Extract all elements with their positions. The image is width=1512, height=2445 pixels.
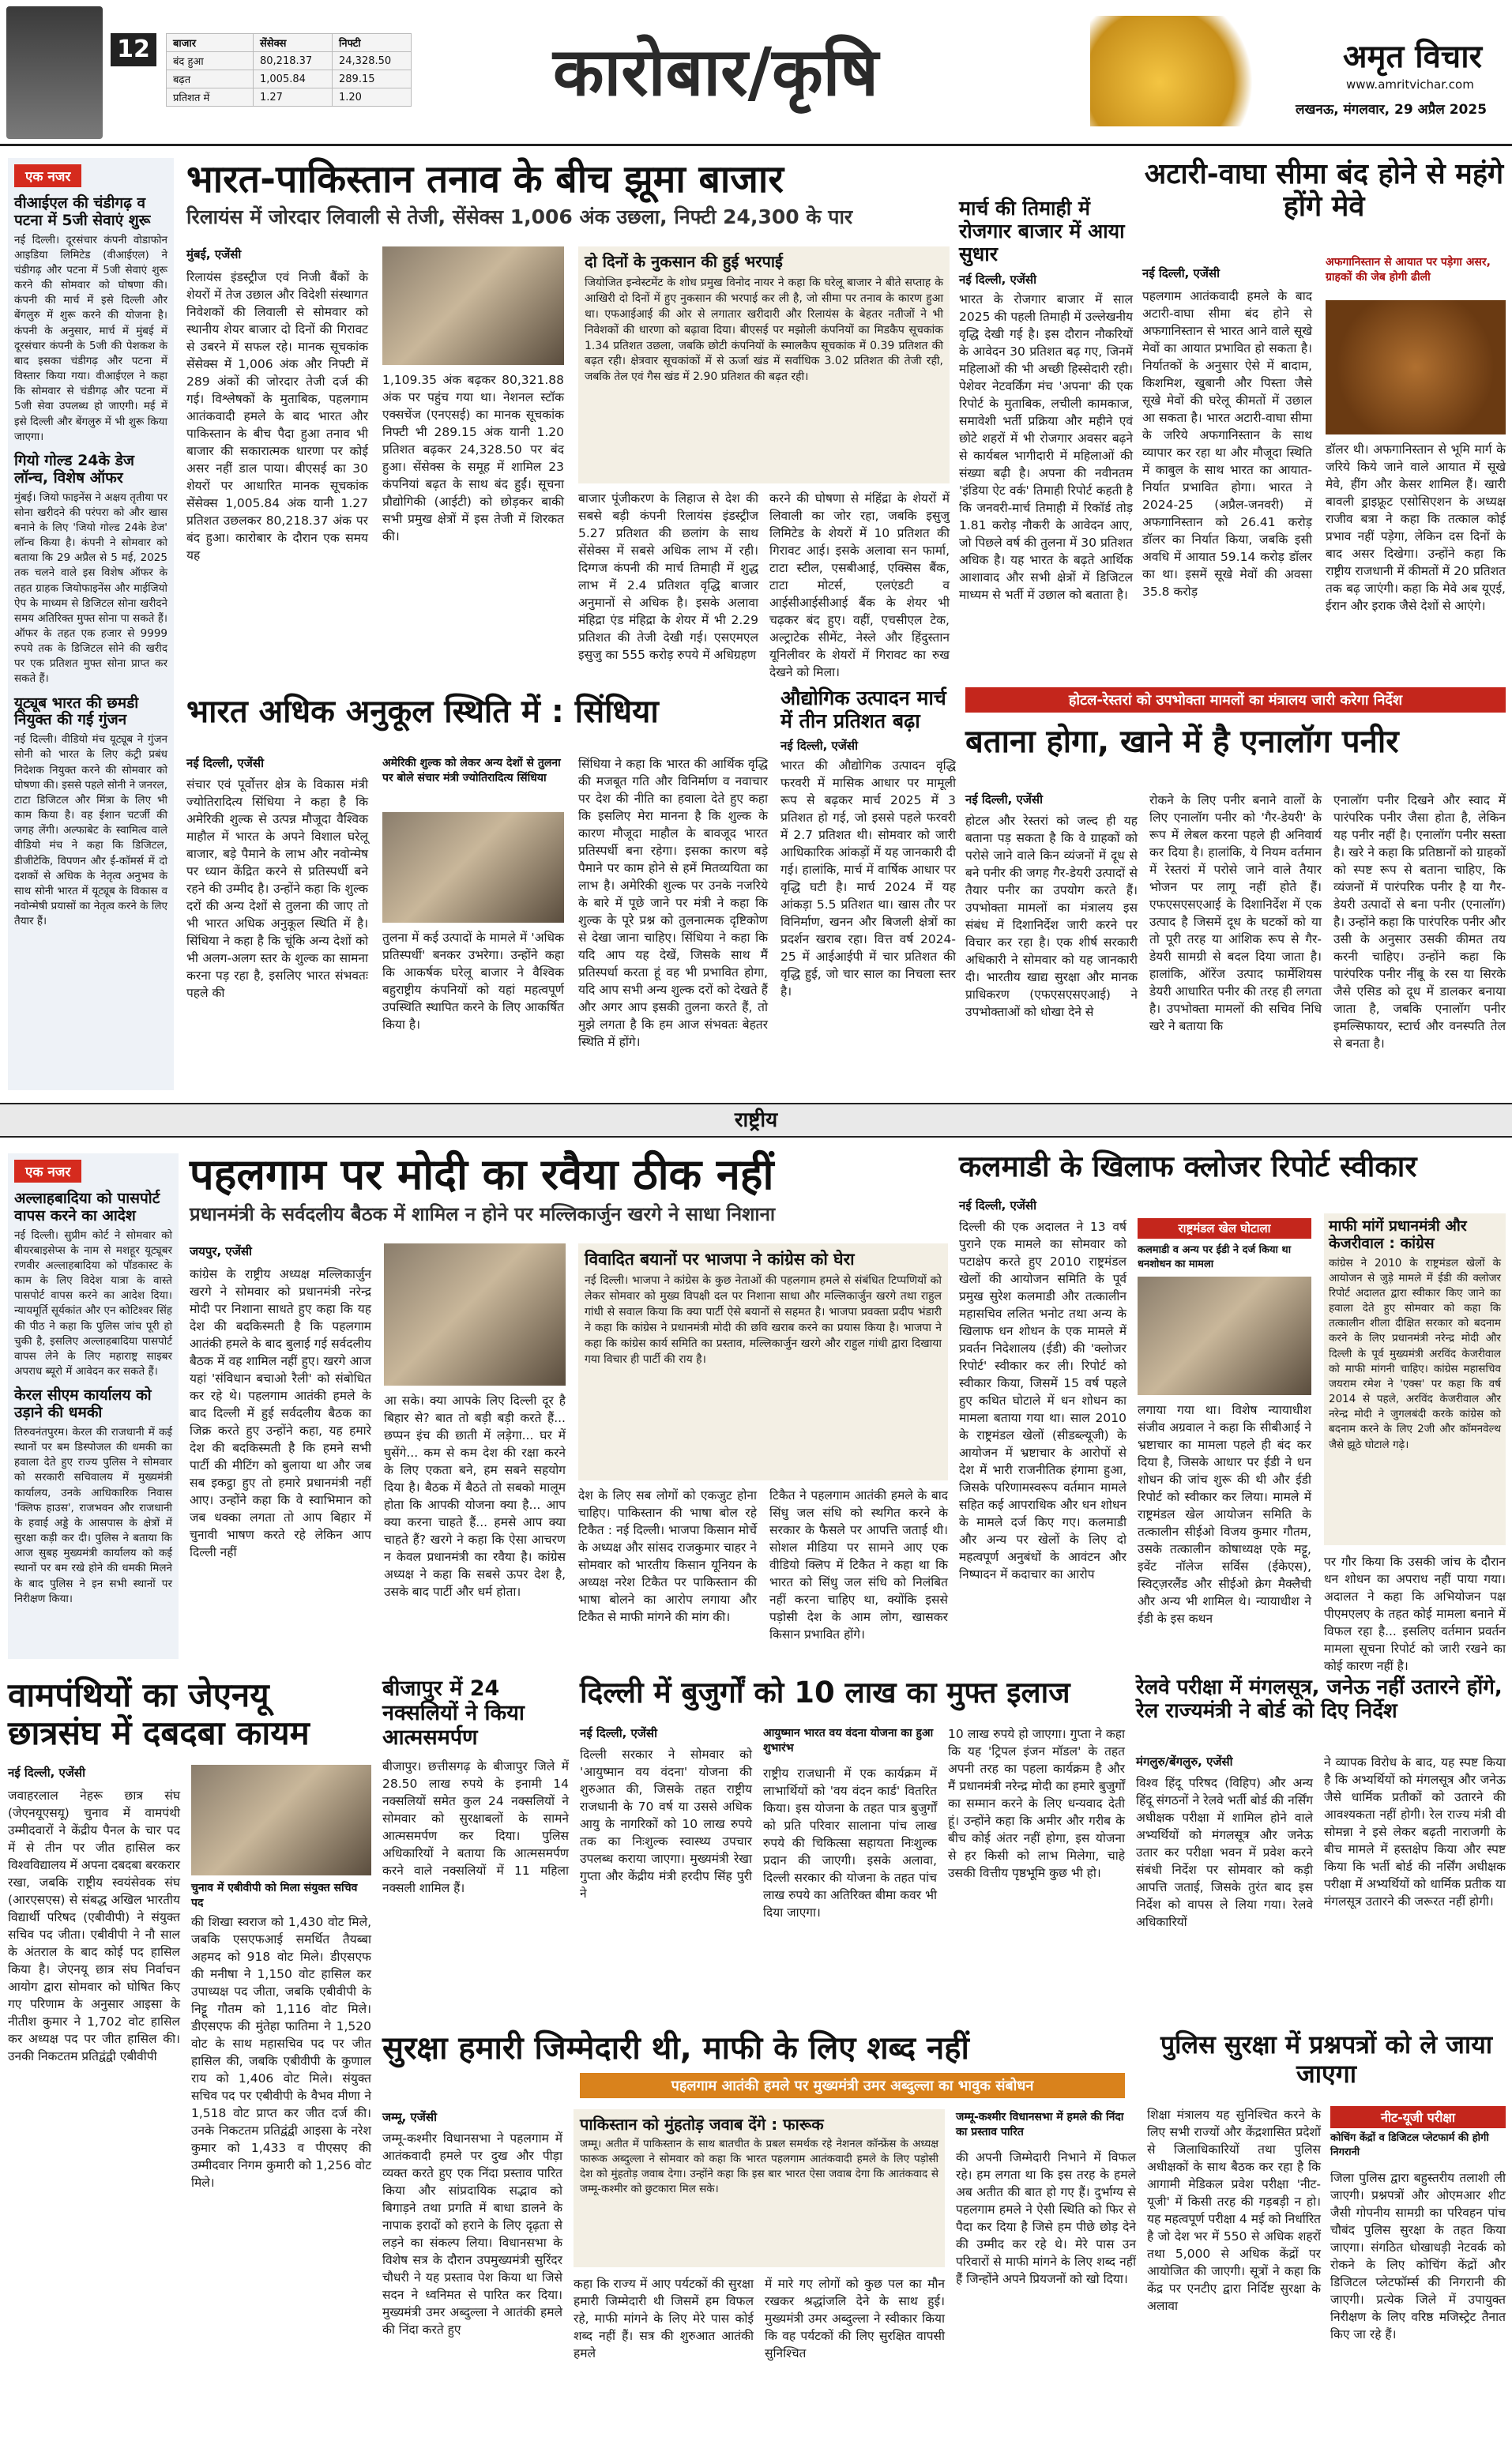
paper-url: www.amritvichar.com — [1346, 77, 1474, 92]
brief-body: नई दिल्ली। दूरसंचार कंपनी वोडाफोन आइडिया लिमिटेड (वीआईएल) ने चंडीगढ़ और पटना में 5जी सेवाएं शुरू करने की सोमवार को घोषणा की। कंपनी की मार्च में इसे दिल्ली और बेंगलुरु में शुरू करने की योजना है। कंपनी के अनुसार, मार्च में मुंबई में दूरसंचार कंपनी के 5जी की पेशकश के बाद इसका चंडीगढ़ और पटना में विस्तार किया गया। वीआईएल ने कहा कि सोमवार से चंडीगढ़ और पटना में 5जी सेवा उपलब्ध हो जाएगी। मई में इसे दिल्ली और बेंगलुरु में भी शुरू किया जाएगा। — [14, 233, 167, 443]
neet-story — [1147, 2030, 1506, 2437]
lead-headline: भारत-पाकिस्तान तनाव के बीच झूमा बाजार — [186, 157, 784, 201]
paneer-byline: नई दिल्ली, एजेंसी — [965, 792, 1043, 807]
kharge-col-2: आ सके। क्या आपके लिए दिल्ली दूर है बिहार से? बात तो बड़ी बड़ी करते हैं... छप्पन इंच की छाती में लड़ेगा... घर में घुसेंगे... कम से कम देश की रक्षा करने के लिए एकता बने, हम सबने सहयोग दिया है। बैठक में बैठते तो सबको मालूम होता कि आपकी योजना क्या है... आप क्या करना चाहते हैं... हमसे आप क्या चाहते हैं? खरगे ने कहा कि ऐसा आचरण न केवल प्रधानमंत्री का रवैया है। कांग्रेस अध्यक्ष ने कहा कि सबसे ऊपर देश है, उसके बाद पार्टी और धर्म होता। — [384, 1394, 566, 1599]
nat-brief-item — [14, 1387, 172, 1607]
brief-headline: यूट्यूब भारत की छमडी नियुक्त की गई गुंजन — [14, 694, 139, 729]
elderly-col-1: दिल्ली सरकार ने सोमवार को 'आयुष्मान वय वंदना' योजना की शुरुआत की, जिसके तहत राष्ट्रीय राजधानी के 70 वर्ष या उससे अधिक आयु के नागरिकों को 10 लाख रुपये तक का निःशुल्क स्वास्थ्य उपचार उपलब्ध कराया जाएगा। मुख्यमंत्री रेखा गुप्ता और केंद्रीय मंत्री हरदीप सिंह पुरी ने — [580, 1747, 752, 1901]
brief-item — [14, 453, 167, 687]
market-cell: 289.15 — [333, 70, 412, 88]
farooq-box-title: पाकिस्तान को मुंहतोड़ जवाब देंगे : फारूक — [580, 2115, 824, 2134]
section-title: कारोबार/कृषि — [553, 32, 878, 111]
iip-story — [780, 687, 956, 1082]
kharge-story — [190, 1150, 948, 1664]
bull-emblem — [6, 6, 103, 139]
congress-sidebox — [1324, 1213, 1506, 1545]
neet-tag: नीट-यूजी परीक्षा — [1330, 2106, 1506, 2128]
kalmadi-col-1: दिल्ली की एक अदालत ने 13 वर्ष पुराने एक मामले का सोमवार को पटाक्षेप करते हुए 2010 राष्ट्रमंडल खेलों की आयोजन समिति के पूर्व प्रमुख सुरेश कलमाडी और तत्कालीन महासचिव ललित भनोट तथा अन्य के खिलाफ धन शोधन के एक मामले में प्रवर्तन निदेशालय (ईडी) की 'क्लोजर रिपोर्ट' स्वीकार कर ली। रिपोर्ट को स्वीकार किया, जिसमें 15 वर्ष पहले हुए कथित घोटाले में धन शोधन का मामला बताया गया था। साल 2010 के राष्ट्रमंडल खेलों (सीडब्ल्यूजी) के आयोजन में भ्रष्टाचार के आरोपों से देश में भारी राजनीतिक हंगामा हुआ, जिसके परिणामस्वरूप वर्तमान मामले सहित कई आपराधिक और धन शोधन के मामले दर्ज किए गए। कलमाडी और अन्य पर खेलों के लिए दो महत्वपूर्ण अनुबंधों के आवंटन और निष्पादन में कदाचार का आरोप — [959, 1220, 1126, 1582]
dateline: लखनऊ, मंगलवार, 29 अप्रैल 2025 — [1296, 102, 1488, 118]
market-cell: 1,005.84 — [254, 70, 333, 88]
scindia-col-3: सिंधिया ने कहा कि भारत की आर्थिक वृद्धि की मजबूत गति और विनिर्माण व नवाचार पर देश की नीति का हवाला देते हुए कहा कि इसलिए मेरा मानना है कि शुल्क के कारण मौजूदा माहौल के बावजूद भारत प्रतिस्पर्धी बना रहेगा। इसका कारण बड़े पैमाने पर काम होने से हमें मितव्ययिता का लाभ है। अमेरिकी शुल्क पर उनके नजरिये के बारे में पूछे जाने पर मंत्री ने कहा कि शुल्क के पूरे प्रश्न को तुलनात्मक दृष्टिकोण से देखा जाना चाहिए। सिंधिया ने कहा कि यदि आप यह देखें, जिसके साथ मैं प्रतिस्पर्धा करता हूं वह भी प्रभावित होगा, यदि आप सभी अन्य शुल्क दरों को देखते हैं और अगर आप इसकी तुलना करते हैं, तो मुझे लगता है कि हम आज संभवतः बेहतर स्थिति में होंगे। — [578, 757, 768, 1049]
jnu-photo — [191, 1765, 371, 1875]
jnu-photo-caption: चुनाव में एबीवीपी को मिला संयुक्त सचिव पद — [191, 1882, 358, 1909]
nat-brief-body: तिरुवनंतपुरम। केरल की राजधानी में कई स्थानों पर बम डिस्पोजल की धमकी का हवाला देते हुए राज्य पुलिस ने सोमवार को सरकारी सचिवालय में मुख्यमंत्री कार्यालय, उनके आधिकारिक निवास 'क्लिफ हाउस', राजभवन और राजधानी के हवाई अड्डे के आसपास के क्षेत्रों में सुरक्षा कड़ी कर दी। पुलिस ने बताया कि आज सुबह मुख्यमंत्री कार्यालय को कई स्थानों पर बम रखे होने की धमकी मिलने के बाद पुलिस ने इन सभी स्थानों पर निरीक्षण किया। — [14, 1425, 172, 1605]
paper-name: अमृत विचार — [1343, 39, 1482, 75]
lead-box-text: जियोजित इन्वेस्टमेंट के शोध प्रमुख विनोद नायर ने कहा कि घरेलू बाजार ने बीते सप्ताह के आखिरी दो दिनों में हुए नुकसान की भरपाई कर ली है, जो सीमा पर तनाव के कारण हुआ था। एफआईआई की ओर से लगातार खरीदारी और रिलायंस के बेहतर नतीजों ने भी निवेशकों की धारणा को बढ़ावा दिया। बीएसई पर मझोली कंपनियों का मिडकैप सूचकांक 1.34 प्रतिशत उछला, जबकि छोटी कंपनियों के स्मालकैप सूचकांक में 0.39 प्रतिशत की बढ़त रही। क्षेत्रवार सूचकांकों में से ऊर्जा खंड में सर्वाधिक 3.02 प्रतिशत की तेजी रही, जबकि तेल एवं गैस खंड में 2.90 प्रतिशत की बढ़त रही। — [585, 276, 943, 384]
jobs-byline: नई दिल्ली, एजेंसी — [959, 273, 1036, 288]
kharge-subhead: प्रधानमंत्री के सर्वदलीय बैठक में शामिल न होने पर मल्लिकार्जुन खरगे ने साधा निशाना — [190, 1203, 776, 1226]
kharge-col-4: टिकैत ने पहलगाम आतंकी हमले के बाद सिंधु जल संधि को स्थगित करने के सरकार के फैसले पर आपत्ति जताई थी। सोशल मीडिया पर सामने आए एक वीडियो क्लिप में टिकैत ने कहा था कि भारत को सिंधु जल संधि को निलंबित नहीं करना चाहिए था, क्योंकि इससे पड़ोसी देश के आम लोग, खासकर किसान प्रभावित होंगे। — [769, 1488, 948, 1642]
market-table — [166, 33, 412, 107]
railway-col-2: ने व्यापक विरोध के बाद, यह स्पष्ट किया है कि अभ्यर्थियों को मंगलसूत्र और जनेऊ जैसे धार्मिक प्रतीकों को उतारने की आवश्यकता नहीं होगी। रेल राज्य मंत्री वी सोमन्ना ने इसे लेकर बढ़ती नाराजगी के बीच मामले में हस्तक्षेप किया और स्पष्ट किया कि भर्ती बोर्ड की नर्सिंग अधीक्षक परीक्षा में अभ्यर्थियों को धार्मिक प्रतीक या मंगलसूत्र उतारने की जरूरत नहीं होगी। — [1324, 1755, 1506, 1909]
paneer-col-2: रोकने के लिए पनीर बनाने वालों के लिए एनालॉग पनीर को 'गैर-डेयरी' के रूप में लेबल करना पहले ही अनिवार्य कर दिया है। हालांकि, ये नियम वर्तमान में रेस्तरां में परोसे जाने वाले तैयार भोजन पर लागू नहीं होते हैं। एफएसएसएआई के दिशानिर्देश में एक उत्पाद है जिसमें दूध के घटकों को या तो पूरी तरह या आंशिक रूप से गैर-डेयरी सामग्री से बदल दिया जाता है। हालांकि, ऑरेंज उत्पाद फार्मेशियस डेयरी आधारित पनीर की तरह ही लगता है। उपभोक्ता मामलों की सचिव निधि खरे ने बताया कि — [1149, 793, 1322, 1033]
dryfruit-col-2: डॉलर थी। अफगानिस्तान से भूमि मार्ग के जरिये किये जाने वाले आयात में सूखे मेवे, हींग और केसर शामिल हैं। खारी बावली ड्राइफ्रूट एसोसिएशन के अध्यक्ष राजीव बत्रा ने कहा कि तत्काल कोई प्रभाव नहीं पड़ेगा, लेकिन दस दिनों के बाद असर दिखेगा। उन्होंने कहा कि राष्ट्रीय राजधानी में कीमतों में 20 प्रतिशत तक बढ़ जाएंगी। कहा कि मेवे अब यूएई, ईरान और इराक जैसे देशों से आएंगे। — [1326, 442, 1506, 613]
kalmadi-byline: नई दिल्ली, एजेंसी — [959, 1198, 1036, 1213]
lead-col-2: 1,109.35 अंक बढ़कर 80,321.88 अंक पर पहुंच गया था। नेशनल स्टॉक एक्सचेंज (एनएसई) का मानक सूचकांक निफ्टी भी 289.15 अंक यानी 1.20 प्रतिशत बढ़कर 24,328.50 पर बंद हुआ। सेंसेक्स के समूह में शामिल 23 कंपनियां बढ़त के साथ बंद हुईं। सूचना प्रौद्योगिकी (आईटी) को छोड़कर बाकी सभी प्रमुख क्षेत्रों में इस तेजी में शिरकत की। — [382, 373, 564, 544]
nat-brief-body: नई दिल्ली। सुप्रीम कोर्ट ने सोमवार को बीयरबाइसेप्स के नाम से मशहूर यूट्यूबर रणवीर अल्लाहबादिया को पॉडकास्ट के काम के लिए विदेश यात्रा के वास्ते पासपोर्ट वापस करने का आदेश दिया। न्यायमूर्ति सूर्यकांत और एन कोटिश्वर सिंह की पीठ ने कहा कि पुलिस जांच पूरी हो चुकी है, इसलिए अल्लाहबादिया पासपोर्ट वापस लेने के लिए महाराष्ट्र साइबर अपराध ब्यूरो में आवेदन कर सकते हैं। — [14, 1228, 172, 1379]
lead-col-1: रिलायंस इंडस्ट्रीज एवं निजी बैंकों के शेयरों में तेज उछाल और विदेशी संस्थागत निवेशकों की लिवाली से सोमवार को स्थानीय शेयर बाजार दो दिनों की गिरावट से उबरने में सफल रहे। मानक सूचकांक सेंसेक्स में 1,006 अंक और निफ्टी में 289 अंकों की जोरदार तेजी दर्ज की गई। विश्लेषकों के मुताबिक, पहलगाम आतंकवादी हमले के बाद भारत और पाकिस्तान के बीच पैदा हुआ तनाव भी बाजार की सकारात्मक धारणा पर कोई असर नहीं डाल पाया। बीएसई का 30 शेयरों पर आधारित मानक सूचकांक सेंसेक्स 1,005.84 अंक यानी 1.27 प्रतिशत उछलकर 80,218.37 अंक पर बंद हुआ। कारोबार के दौरान एक समय यह — [186, 270, 368, 562]
nat-brief-tag: एक नजर — [14, 1160, 81, 1183]
lead-box — [578, 246, 950, 483]
omar-story — [382, 2030, 1136, 2437]
kalmadi-photo — [1138, 1277, 1311, 1395]
masthead-rule — [0, 144, 1512, 146]
kalmadi-photo-caption: राष्ट्रमंडल खेल घोटाला — [1138, 1218, 1311, 1239]
iip-headline: औद्योगिक उत्पादन मार्च में तीन प्रतिशत बढ़ा — [780, 686, 946, 732]
nat-brief-headline: अल्लाहबादिया को पासपोर्ट वापस करने का आदेश — [14, 1190, 160, 1224]
lead-subhead: रिलायंस में जोरदार लिवाली से तेजी, सेंसेक्स 1,006 अंक उछला, निफ्टी 24,300 के पार — [186, 205, 853, 229]
omar-col-1: जम्मू-कश्मीर विधानसभा ने पहलगाम में आतंकवादी हमले पर दुख और पीड़ा व्यक्त करते हुए एक निंदा प्रस्ताव पारित किया और सांप्रदायिक सद्भाव को बिगाड़ने तथा प्रगति में बाधा डालने के नापाक इरादों को हराने के लिए दृढ़ता से लड़ने का संकल्प लिया। विधानसभा के विशेष सत्र के दौरान उपमुख्यमंत्री सुरिंदर चौधरी ने यह प्रस्ताव पेश किया था जिसे सदन ने ध्वनिमत से पारित कर दिया। मुख्यमंत्री उमर अब्दुल्ला ने आतंकी हमले की निंदा करते हुए — [382, 2131, 562, 2337]
dryfruit-photo-caption: अफगानिस्तान से आयात पर पड़ेगा असर, ग्राहकों की जेब होगी ढीली — [1326, 256, 1491, 284]
iip-body: भारत की औद्योगिक उत्पादन वृद्धि फरवरी में मासिक आधार पर मामूली रूप से बढ़कर मार्च 2025 में 3 प्रतिशत हो गई, जो इससे पहले फरवरी में 2.7 प्रतिशत थी। सोमवार को जारी आधिकारिक आंकड़ों में यह जानकारी दी गई। हालांकि, मार्च में वार्षिक आधार पर वृद्धि घटी है। मार्च 2024 में यह आंकड़ा 5.5 प्रतिशत था। खास तौर पर विनिर्माण, खनन और बिजली क्षेत्रों का प्रदर्शन खराब रहा। वित्त वर्ष 2024-25 में आईआईपी में चार प्रतिशत की वृद्धि हुई, जो चार साल का निचला स्तर है। — [780, 758, 956, 999]
paneer-col-3: एनालॉग पनीर दिखने और स्वाद में पारंपरिक पनीर जैसा होता है, लेकिन यह पनीर नहीं है। एनालॉग पनीर सस्ता है। खरे ने कहा कि प्रतिष्ठानों को ग्राहकों को स्पष्ट रूप से बताना चाहिए, कि व्यंजनों में पारंपरिक पनीर है या गैर-डेयरी उत्पादों से बना पनीर (एनालॉग) है। उन्होंने कहा कि पारंपरिक पनीर और उसी के अनुसार उसकी कीमत तय करनी चाहिए। उन्होंने कहा कि पारंपरिक पनीर नींबू के रस या सिरके जैसे एसिड को दूध में डालकर बनाया जाता है, जबकि एनालॉग पनीर इमल्सिफायर, स्टार्च और वनस्पति तेल से बनता है। — [1333, 793, 1506, 1051]
scindia-col-2: तुलना में कई उत्पादों के मामले में 'अधिक प्रतिस्पर्धी' बनकर उभरेगा। उन्होंने कहा कि आकर्षक घरेलू बाजार ने वैश्विक बहुराष्ट्रीय कंपनियों को यहां महत्वपूर्ण उपस्थिति स्थापित करने के लिए आकर्षित किया है। — [382, 931, 564, 1032]
scindia-byline: नई दिल्ली, एजेंसी — [186, 756, 264, 770]
lead-story — [186, 158, 950, 679]
lead-col-4: करने की घोषणा से मंहिंद्रा के शेयरों में लिवाली का जोर रहा, जबकि इसुजु लिमिटेड के शेयरों में 10 प्रतिशत की गिरावट आई। इसके अलावा सन फार्मा, टाटा स्टील, एसबीआई, एक्सिस बैंक, टाटा मोटर्स, एलएंडटी व आईसीआईसीआई बैंक के शेयर भी चढ़कर बंद हुए। वहीं, एचसीएल टेक, अल्ट्राटेक सीमेंट, नेस्ले और हिंदुस्तान यूनिलीवर के शेयरों में गिरावट का रुख देखने को मिला। — [769, 491, 950, 679]
kharge-photo — [384, 1243, 566, 1386]
lead-byline: मुंबई, एजेंसी — [186, 247, 242, 261]
brief-item — [14, 195, 167, 445]
nat-brief-item — [14, 1191, 172, 1379]
kharge-headline: पहलगाम पर मोदी का रवैया ठीक नहीं — [190, 1149, 774, 1199]
paneer-story — [965, 687, 1506, 1082]
neet-col-2: जिला पुलिस द्वारा बहुस्तरीय तलाशी ली जाएगी। प्रश्नपत्रों और ओएमआर शीट जैसी गोपनीय सामग्री का परिवहन पांच चौबंद पुलिस सुरक्षा के तहत किया जाएगा। संगठित धोखाधड़ी नेटवर्क को रोकने के लिए कोचिंग केंद्रों और डिजिटल प्लेटफॉर्म्स की निगरानी की जाएगी। प्रत्येक जिले में उपायुक्त निरीक्षण के लिए वरिष्ठ मजिस्ट्रेट तैनात किए जा रहे हैं। — [1330, 2171, 1506, 2342]
elderly-col-2: राष्ट्रीय राजधानी में एक कार्यक्रम में लाभार्थियों को 'वय वंदन कार्ड' वितरित किया। इस योजना के तहत पात्र बुजुर्गों को प्रति परिवार सालाना पांच लाख रुपये की चिकित्सा सहायता निःशुल्क प्रदान की जाएगी। इसके अलावा, दिल्ली सरकार की योजना के तहत पांच लाख रुपये का अतिरिक्त बीमा कवर भी दिया जाएगा। — [763, 1766, 937, 1920]
neet-headline: पुलिस सुरक्षा में प्रश्नपत्रों को ले जाया जाएगा — [1160, 2029, 1493, 2089]
scindia-photo-caption: अमेरिकी शुल्क को लेकर अन्य देशों से तुलना पर बोले संचार मंत्री ज्योतिरादित्य सिंधिया — [382, 757, 561, 784]
railway-headline: रेलवे परीक्षा में मंगलसूत्र, जनेऊ नहीं उतारने होंगे, रेल राज्यमंत्री ने बोर्ड को दिए निर्देश — [1136, 1676, 1503, 1723]
national-label: राष्ट्रीय — [734, 1108, 778, 1132]
paneer-col-1: होटल और रेस्तरां को जल्द ही यह बताना पड़ सकता है कि वे ग्राहकों को परोसे जाने वाले किन व्यंजनों में दूध से बने पनीर की जगह गैर-डेयरी उत्पादों से तैयार पनीर का उपयोग करते हैं। उपभोक्ता मामलों का मंत्रालय इस संबंध में दिशानिर्देश जारी करने पर विचार कर रहा है। एक शीर्ष सरकारी अधिकारी ने सोमवार को यह जानकारी दी। भारतीय खाद्य सुरक्षा और मानक प्राधिकरण (एफएसएसएआई) ने उपभोक्ताओं को धोखा देने से — [965, 814, 1138, 1019]
dryfruit-headline: अटारी-वाघा सीमा बंद होने से महंगे होंगे मेवे — [1144, 158, 1504, 224]
iip-byline: नई दिल्ली, एजेंसी — [780, 738, 858, 753]
gold-coins-graphic — [1090, 16, 1264, 126]
omar-strip: पहलगाम आतंकी हमले पर मुख्यमंत्री उमर अब्दुल्ला का भावुक संबोधन — [580, 2073, 1125, 2098]
jnu-col-1: जवाहरलाल नेहरू छात्र संघ (जेएनयूएसयू) चुनाव में वामपंथी उम्मीदवारों ने केंद्रीय पैनल के चार पद में से तीन पर जीत हासिल कर विश्वविद्यालय में अपना दबदबा बरकरार रखा, जबकि राष्ट्रीय स्वयंसेवक संघ (आरएसएस) से संबद्ध अखिल भारतीय विद्यार्थी परिषद (एबीवीपी) ने संयुक्त सचिव पद जीता। एबीवीपी ने नौ साल के अंतराल के बाद कोई पद हासिल किया है। जेएनयू छात्र संघ निर्वाचन आयोग द्वारा सोमवार को घोषित किए गए परिणाम के अनुसार आइसा के नीतीश कुमार ने 1,702 वोट हासिल कर अध्यक्ष पद पर जीत हासिल की। उनकी निकटतम प्रतिद्वंद्वी एबीवीपी — [8, 1789, 180, 2063]
lead-box-title: दो दिनों के नुकसान की हुई भरपाई — [585, 252, 783, 271]
jnu-headline: वामपंथियों का जेएनयू छात्रसंघ में दबदबा कायम — [8, 1676, 310, 1753]
market-cell: 1.27 — [254, 88, 333, 107]
neet-col-1: शिक्षा मंत्रालय यह सुनिश्चित करने के लिए सभी राज्यों और केंद्रशासित प्रदेशों से जिलाधिकारियों तथा पुलिस अधीक्षकों के साथ बैठक कर रहा है कि आगामी मेडिकल प्रवेश परीक्षा 'नीट-यूजी' में किसी तरह की गड़बड़ी न हो। यह महत्वपूर्ण परीक्षा 4 मई को निर्धारित है जो देश भर में 550 से अधिक शहरों तथा 5,000 से अधिक केंद्रों पर आयोजित की जाएगी। सूत्रों ने कहा कि केंद्र पर एनटीए द्वारा निर्दिष्ट सुरक्षा के अलावा — [1147, 2108, 1321, 2313]
brief-item — [14, 695, 167, 930]
brief-headline: गियो गोल्ड 24के डेज लॉन्च, विशेष ऑफर — [14, 451, 134, 487]
kharge-byline: जयपुर, एजेंसी — [190, 1244, 252, 1258]
lead-col-3: बाजार पूंजीकरण के लिहाज से देश की सबसे बड़ी कंपनी रिलायंस इंडस्ट्रीज 5.27 प्रतिशत की छलांग के साथ सेंसेक्स में सबसे अधिक लाभ में रही। दिग्गज कंपनी की मार्च तिमाही में शुद्ध लाभ में 2.4 प्रतिशत वृद्धि बाजार अनुमानों से अधिक है। इसके अलावा मंहिद्रा एंड मंहिद्रा के शेयर में भी 2.29 प्रतिशत की तेजी देखी गई। एसएमएल इसुजु का 555 करोड़ रुपये में अधिग्रहण — [578, 491, 758, 662]
scindia-col-1: संचार एवं पूर्वोत्तर क्षेत्र के विकास मंत्री ज्योतिरादित्य सिंधिया ने कहा है कि अमेरिकी शुल्क से उत्पन्न मौजूदा वैश्विक माहौल में भारत के अपने विशाल घरेलू बाजार, बड़े पैमाने के लाभ और नवोन्मेष पर ध्यान केंद्रित करने से प्रतिस्पर्धी बने रहने की उम्मीद है। उन्होंने कहा कि शुल्क दरों की अन्य देशों से तुलना की जाए तो भी भारत अधिक अनुकूल स्थिति में है। सिंधिया ने कहा है कि चूंकि अन्य देशों को भी अलग-अलग स्तर के शुल्क का सामना करना पड़ रहा है, इसलिए भारत संभवतः पहले की — [186, 777, 368, 1000]
page-number: 12 — [111, 33, 156, 66]
elderly-story — [580, 1676, 1125, 2016]
farooq-box-text: जम्मू। अतीत में पाकिस्तान के साथ बातचीत के प्रबल समर्थक रहे नेशनल कॉन्फ्रेंस के अध्यक्ष फारूक अब्दुल्ला ने सोमवार को कहा कि भारत पहलगाम आतंकवादी हमले के लिए पड़ोसी देश को मुंहतोड़ जवाब देगा। उन्होंने कहा कि इस बार भारत ऐसा जवाब देगा कि आतंकवाद से जम्मू-कश्मीर को छुटकारा मिल सके। — [580, 2138, 938, 2196]
naxal-body: बीजापुर। छत्तीसगढ़ के बीजापुर जिले में 28.50 लाख रुपये के इनामी 14 नक्सलियों समेत कुल 24 नक्सलियों ने सोमवार को सुरक्षाबलों के सामने आत्मसमर्पण कर दिया। पुलिस अधिकारियों ने बताया कि आत्मसमर्पण करने वाले नक्सलियों में 11 महिला नक्सली शामिल हैं। — [382, 1759, 569, 1896]
market-cell: 80,218.37 — [254, 52, 333, 70]
market-cell: बंद हुआ — [167, 52, 254, 70]
bjp-box — [578, 1243, 948, 1480]
market-cell: प्रतिशत में — [167, 88, 254, 107]
kalmadi-headline: कलमाडी के खिलाफ क्लोजर रिपोर्ट स्वीकार — [959, 1149, 1417, 1183]
jobs-headline: मार्च की तिमाही में रोजगार बाजार में आया सुधार — [959, 197, 1125, 265]
national-band — [0, 1103, 1512, 1138]
jobs-body: भारत के रोजगार बाजार में साल 2025 की पहली तिमाही में उल्लेखनीय वृद्धि देखी गई है। इस दौरान नौकरियों के आवेदन 30 प्रतिशत बढ़ गए, जिनमें महिलाओं की भी अच्छी हिस्सेदारी रही। पेशेवर नेटवर्किंग मंच 'अपना' की एक रिपोर्ट के मुताबिक, लचीली कामकाज, समावेशी भर्ती प्रक्रिया और महीने एवं छोटे शहरों में भी रोजगार अवसर बढ़ने से कार्यबल भागीदारी में महिलाओं की संख्या बढ़ी है। अपना की नवीनतम 'इंडिया ऐट वर्क' तिमाही रिपोर्ट कहती है कि जनवरी-मार्च तिमाही में रिकॉर्ड तोड़ 1.81 करोड़ नौकरी के आवेदन आए, जो पिछले वर्ष की तुलना में 30 प्रतिशत अधिक है। यह भारत के बढ़ते आर्थिक आशावाद और सभी क्षेत्रों में डिजिटल माध्यम से भर्ती में उछाल को बताता है। — [959, 292, 1133, 603]
elderly-col-3: 10 लाख रुपये हो जाएगा। गुप्ता ने कहा कि यह 'ट्रिपल इंजन मॉडल' के तहत अपनी तरह का पहला कार्यक्रम है और मैं प्रधानमंत्री नरेन्द्र मोदी का हमारे बुजुर्गों का सम्मान करने के लिए धन्यवाद देती हूं। उन्होंने कहा कि अमीर और गरीब के बीच कोई अंतर नहीं होगा, इस योजना से हर किसी को लाभ मिलेगा, चाहे उसकी वित्तीय पृष्ठभूमि कुछ भी हो। — [948, 1727, 1125, 1880]
market-photo — [382, 246, 564, 365]
omar-photo-caption: जम्मू-कश्मीर विधानसभा में हमले की निंदा का प्रस्ताव पारित — [956, 2111, 1124, 2138]
brief-body: नई दिल्ली। वीडियो मंच यूट्यूब ने गुंजन सोनी को भारत के लिए कंट्री प्रबंध निदेशक नियुक्त करने की सोमवार को घोषणा की। इससे पहले सोनी ने जनरल, टाटा डिजिटल और मिंत्रा के लिए भी काम किया है। वह ईशान चटर्जी की जगह लेंगी। अल्फाबेट के स्वामित्व वाले वीडियो मंच ने कहा कि डिजिटल, डीजीटेकि, विपणन और ई-कॉमर्स में दो दशकों से अधिक के नेतृत्व अनुभव के साथ सोनी भारत में यूट्यूब के विकास व नवोन्मेषी प्रयासों का नेतृत्व करने के लिए तैयार हैं। — [14, 733, 167, 928]
market-cell: 24,328.50 — [333, 52, 412, 70]
kalmadi-story — [959, 1149, 1506, 1673]
jnu-story — [8, 1676, 371, 2435]
market-cell: बढ़त — [167, 70, 254, 88]
market-header-3: निफ्टी — [333, 34, 412, 52]
masthead — [0, 0, 1512, 150]
brief-headline: वीआईएल की चंडीगढ़ व पटना में 5जी सेवाएं शुरू — [14, 194, 151, 229]
paneer-strip: होटल-रेस्तरां को उपभोक्ता मामलों का मंत्रालय जारी करेगा निर्देश — [965, 687, 1506, 713]
congress-text: कांग्रेस ने 2010 के राष्ट्रमंडल खेलों के आयोजन से जुड़े मामले में ईडी की क्लोजर रिपोर्ट अदालत द्वारा स्वीकार किए जाने का हवाला देते हुए सोमवार को कहा कि तत्कालीन शीला दीक्षित सरकार को बदनाम करने के लिए प्रधानमंत्री नरेन्द्र मोदी और दिल्ली के पूर्व मुख्यमंत्री अरविंद केजरीवाल को माफी मांगनी चाहिए। कांग्रेस महासचिव जयराम रमेश ने 'एक्स' पर कहा कि वर्ष 2014 से पहले, अरविंद केजरीवाल और नरेन्द्र मोदी ने जुगलबंदी करके कांग्रेस को बदनाम करने के लिए 2जी और कॉमनवेल्थ जैसे झूठे घोटाले गढ़े। — [1329, 1256, 1501, 1451]
kalmadi-photo-sub: कलमाडी व अन्य पर ईडी ने दर्ज किया था धनशोधन का मामला — [1138, 1244, 1292, 1270]
omar-col-3: में मारे गए लोगों को कुछ पल का मौन रखकर श्रद्धांजलि देने के साथ हुई। मुख्यमंत्री उमर अब्दुल्ला ने स्वीकार किया कि वह पर्यटकों की लिए सुरक्षित वापसी सुनिश्चित — [765, 2277, 945, 2360]
kalmadi-tail: पर गौर किया कि उसकी जांच के दौरान धन शोधन का अपराध नहीं पाया गया। अदालत ने कहा कि अभियोजन पक्ष पीएमएलए के तहत कोई मामला बनाने में विफल रहा है... इसलिए वर्तमान प्रवर्तन मामला सूचना रिपोर्ट को जारी रखने का कोई कारण नहीं है। — [1324, 1555, 1506, 1673]
scindia-headline: भारत अधिक अनुकूल स्थिति में : सिंधिया — [186, 694, 659, 730]
dryfruit-col-1: पहलगाम आतंकवादी हमले के बाद अटारी-वाघा सीमा बंद होने से अफगानिस्तान से भारत आने वाले सूखे मेवों का आयात प्रभावित हो सकता है। निर्यातकों के अनुसार ऐसे में बादाम, किशमिश, खुबानी और पिस्ता जैसे सूखे मेवों की घरेलू कीमतों में उछाल आ सकता है। भारत अटारी-वाघा सीमा के जरिये अफगानिस्तान के साथ व्यापार कर रहा था और मौजूदा स्थिति में काबुल के साथ भारत का आयात-निर्यात प्रभावित होगा। भारत ने 2024-25 (अप्रैल-जनवरी) में अफगानिस्तान को 26.41 करोड़ डॉलर का निर्यात किया, जबकि इसी अवधि में आयात 59.14 करोड़ डॉलर का था। इसमें सूखे मेवों की अवसा 35.8 करोड़ — [1142, 289, 1312, 599]
elderly-headline: दिल्ली में बुजुर्गों को 10 लाख का मुफ्त इलाज — [580, 1676, 1070, 1710]
naxal-headline: बीजापुर में 24 नक्सलियों ने किया आत्मसमर्पण — [382, 1676, 525, 1751]
omar-col-2: कहा कि राज्य में आए पर्यटकों की सुरक्षा हमारी जिम्मेदारी थी जिसमें हम विफल रहे, माफी मांगने के लिए मेरे पास कोई शब्द नहीं हैं। सत्र की शुरुआत आतंकी हमले — [574, 2277, 754, 2360]
dryfruit-photo — [1326, 300, 1506, 434]
elderly-photo-caption: आयुष्मान भारत वय वंदना योजना का हुआ शुभारंभ — [763, 1727, 934, 1755]
jnu-col-2: की शिखा स्वराज को 1,430 वोट मिले, जबकि एसएफआई समर्थित तैयब्बा अहमद को 918 वोट मिले। डीएसएफ की मनीषा ने 1,150 वोट हासिल कर उपाध्यक्ष पद जीता, जबकि एबीवीपी के निट्टू गौतम को 1,116 वोट मिले। डीएसएफ की मुंतेहा फातिमा ने 1,520 वोट के साथ महासचिव पद पर जीत हासिल की, जबकि एबीवीपी के कुणाल राय को 1,406 वोट मिले। संयुक्त सचिव पद पर एबीवीपी के वैभव मीणा ने 1,518 वोट प्राप्त कर जीत दर्ज की। उनके निकटतम प्रतिद्वंद्वी आइसा के नरेश कुमार को 1,433 व पीएसए की उम्मीदवार निगम कुमारी को 1,256 वोट मिले। — [191, 1915, 371, 2190]
brief-body: मुंबई। जियो फाइनेंस ने अक्षय तृतीया पर सोना खरीदने की परंपरा को और खास बनाने के लिए 'जियो गोल्ड 24के डेज' लॉन्च किया है। कंपनी ने सोमवार को बताया कि 29 अप्रैल से 5 मई, 2025 तक चलने वाले इस विशेष ऑफर के तहत ग्राहक जियोफाइनेंस और माईजियो ऐप के माध्यम से डिजिटल सोना खरीदने समय अतिरिक्त मुफ्त सोना पा सकते हैं। ऑफर के तहत एक हजार से 9999 रुपये तक के डिजिटल सोने की खरीद पर एक प्रतिशत मुफ्त सोना प्राप्त कर सकते हैं। — [14, 491, 167, 686]
bjp-box-text: नई दिल्ली। भाजपा ने कांग्रेस के कुछ नेताओं की पहलगाम हमले से संबंधित टिप्पणियों को लेकर सोमवार को मुख्य विपक्षी दल पर निशाना साधा और मल्लिकार्जुन खरगे तथा राहुल गांधी से सवाल किया कि क्या पार्टी ऐसे बयानों से सहमत है। भाजपा प्रवक्ता प्रदीप भंडारी ने कहा कि कांग्रेस ने प्रधानमंत्री मोदी की छवि खराब करने का प्रयास किया है। भाजपा ने कहा कि कांग्रेस कार्य समिति का प्रस्ताव, मल्लिकार्जुन खरगे और राहुल गांधी द्वारा दिखाया गया विचार ही पार्टी की राय है। — [585, 1274, 942, 1366]
scindia-story — [186, 694, 771, 1089]
railway-story — [1136, 1676, 1506, 2016]
kalmadi-col-2: लगाया गया था। विशेष न्यायाधीश संजीव अग्रवाल ने कहा कि सीबीआई ने भ्रष्टाचार का मामला पहले ही बंद कर दिया है, जिसके आधार पर ईडी ने धन शोधन की जांच शुरू की थी और ईडी रिपोर्ट को स्वीकार कर लिया। मामले में राष्ट्रमंडल खेल आयोजन समिति के तत्कालीन सीईओ विजय कुमार गौतम, उसके तत्कालीन कोषाध्यक्ष एके मट्टू, इवेंट नॉलेज सर्विस (ईकेएस), स्विट्ज़रलैंड और सीईओ क्रेग मैक्लैची और अन्य भी शामिल थे। न्यायाधीश ने ईडी के इस कथन — [1138, 1403, 1311, 1626]
omar-headline: सुरक्षा हमारी जिम्मेदारी थी, माफी के लिए शब्द नहीं — [382, 2030, 969, 2067]
elderly-byline: नई दिल्ली, एजेंसी — [580, 1726, 657, 1740]
congress-head: माफी मांगें प्रधानमंत्री और केजरीवाल : कांग्रेस — [1329, 1217, 1467, 1252]
jobs-story — [959, 197, 1133, 679]
neet-photo-caption: कोचिंग केंद्रों व डिजिटल प्लेटफार्म की होगी निगरानी — [1330, 2132, 1489, 2158]
jnu-byline: नई दिल्ली, एजेंसी — [8, 1766, 85, 1780]
dryfruit-byline: नई दिल्ली, एजेंसी — [1142, 266, 1220, 280]
market-header-2: सेंसेक्स — [254, 34, 333, 52]
dryfruit-story — [1142, 158, 1506, 679]
nat-brief-column — [8, 1153, 179, 1659]
scindia-photo — [382, 812, 564, 923]
bjp-box-title: विवादित बयानों पर भाजपा ने कांग्रेस को घेरा — [585, 1250, 855, 1269]
market-header-1: बाजार — [167, 34, 254, 52]
farooq-box — [574, 2109, 945, 2267]
omar-byline: जम्मू, एजेंसी — [382, 2110, 437, 2124]
kharge-col-1: कांग्रेस के राष्ट्रीय अध्यक्ष मल्लिकार्जुन खरगे ने सोमवार को प्रधानमंत्री नरेन्द्र मोदी पर निशाना साधते हुए कहा कि यह देश की बदकिस्मती है कि पहलगाम आतंकी हमले के बाद बुलाई गई सर्वदलीय बैठक में वह शामिल नहीं हुए। खरगे आज यहां 'संविधान बचाओ रैली' को संबोधित कर रहे थे। पहलगाम आतंकी हमले के बाद दिल्ली में हुई सर्वदलीय बैठक का जिक्र करते हुए उन्होंने कहा, यह हमारे देश की बदकिस्मती है कि हमने सभी पार्टी की मीटिंग को बुलाया था और जब सब इकट्ठा हुए तो हमारे प्रधानमंत्री नहीं आए। उन्होंने कहा कि वे स्वाभिमान को जब धक्का लगता तो आप बिहार में चुनावी भाषण करते रहे लेकिन आप दिल्ली नहीं — [190, 1267, 371, 1559]
railway-byline: मंगलुरु/बेंगलुरु, एजेंसी — [1136, 1755, 1233, 1769]
brief-tag: एक नजर — [14, 164, 81, 187]
omar-col-4: की अपनी जिम्मेदारी निभाने में विफल रहे। हम लगता था कि इस तरह के हमले अब अतीत की बात हो गए हैं। दुर्भाग्य से पहलगाम हमले ने ऐसी स्थिति को फिर से पैदा कर दिया है जिसे हम पीछे छोड़ देने की उम्मीद कर रहे थे। मेरे पास उन परिवारों से माफी मांगने के लिए शब्द नहीं हैं जिन्होंने अपने प्रियजनों को खो दिया। — [956, 2150, 1136, 2286]
nat-brief-headline: केरल सीएम कार्यालय को उड़ाने की धमकी — [14, 1386, 152, 1422]
railway-col-1: विश्व हिंदू परिषद (विहिप) और अन्य हिंदू संगठनों ने रेलवे भर्ती बोर्ड की नर्सिंग अधीक्षक परीक्षा में शामिल होने वाले अभ्यर्थियों को मंगलसूत्र और जनेऊ उतार कर परीक्षा भवन में प्रवेश करने संबंधी निर्देश पर सोमवार को कड़ी आपत्ति जताई, जिसके तुरंत बाद इस निर्देश को वापस ले लिया गया। रेलवे अधिकारियों — [1136, 1776, 1313, 1929]
brief-column — [8, 158, 174, 1090]
kharge-col-3: देश के लिए सब लोगों को एकजुट होना चाहिए। पाकिस्तान की भाषा बोल रहे टिकैत : नई दिल्ली। भाजपा किसान मोर्चे के अध्यक्ष और सांसद राजकुमार चाहर ने सोमवार को भारतीय किसान यूनियन के अध्यक्ष नरेश टिकैत पर पाकिस्तान की भाषा बोलने का आरोप लगाया और टिकैत से माफी मांगने की मांग की। — [578, 1488, 757, 1624]
market-cell: 1.20 — [333, 88, 412, 107]
paneer-headline: बताना होगा, खाने में है एनालॉग पनीर — [965, 724, 1399, 760]
